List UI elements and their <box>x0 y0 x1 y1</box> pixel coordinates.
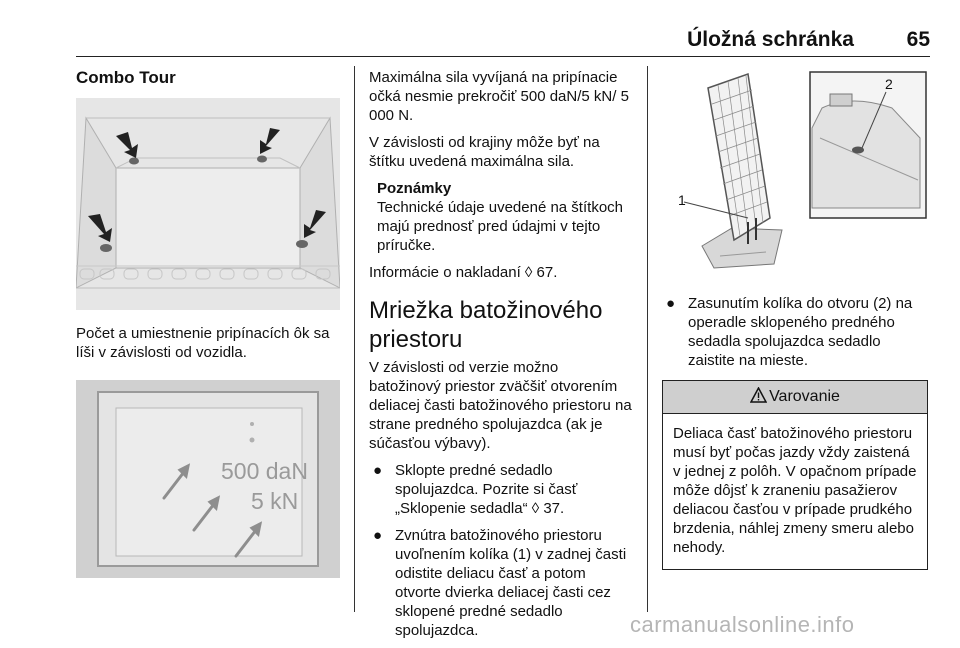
figure-caption: Počet a umiestnenie pripínacích ôk sa líši v závislosti od vozidla. <box>76 325 330 361</box>
partition-grille-illustration <box>662 68 928 280</box>
bullet-icon: ● <box>373 527 383 544</box>
callout-1: 1 <box>678 192 686 208</box>
paragraph-version: V závislosti od verzie možno batožinový priestor zväčšiť otvorením deliacej časti batožinového priestoru na strane predného spolujazdca (ak je súčasťou výbavy). <box>369 359 632 452</box>
page-header <box>76 26 930 57</box>
bullet-icon: ● <box>666 295 676 312</box>
loading-info-link[interactable]: Informácie o nakladaní ◊ 67. <box>369 264 558 281</box>
list-item <box>662 294 928 370</box>
header-title: Úložná schránka <box>687 28 854 51</box>
load-rating-label: 500 daN <box>221 458 308 484</box>
warning-box <box>662 380 928 570</box>
warning-icon <box>750 387 767 409</box>
column-divider-2 <box>647 66 648 612</box>
bullet-text: Sklopte predné sedadlo spolujazdca. Pozrite si časť „Sklopenie sedadla“ ◊ 37. <box>395 462 578 517</box>
warning-title: Varovanie <box>769 388 840 405</box>
figure-cargo-floor-anchors <box>76 98 340 310</box>
warning-text: Deliaca časť batožinového priestoru musí byť počas jazdy vždy zaistená v jednej z polôh. V opačnom prípade môže dôjsť k zraneniu pasažierov deliacou časťou v prípade prudkého brzdenia, náhlej zmeny smeru alebo nehody. <box>673 425 917 556</box>
column-divider-1 <box>354 66 355 612</box>
column-3 <box>662 68 928 570</box>
section-title-combo-tour: Combo Tour <box>76 68 176 87</box>
paragraph-country-label: V závislosti od krajiny môže byť na štítku uvedená maximálna sila. <box>369 134 600 170</box>
list-item <box>369 526 633 640</box>
note-box <box>377 179 633 255</box>
force-rating-label: 5 kN <box>251 488 299 514</box>
bullet-text: Zasunutím kolíka do otvoru (2) na operadle sklopeného predného sedadla spolujazdca sedadlo zaistite na mieste. <box>688 295 913 369</box>
paragraph-max-force: Maximálna sila vyvíjaná na pripínacie očká nesmie prekročiť 500 daN/5 kN/ 5 000 N. <box>369 69 629 124</box>
cargo-floor-illustration <box>76 98 340 310</box>
page-number: 65 <box>906 28 930 51</box>
note-text: Technické údaje uvedené na štítkoch majú prednosť pred údajmi v tejto príručke. <box>377 199 623 254</box>
bullet-text: Zvnútra batožinového priestoru uvoľnením kolíka (1) v zadnej časti odistite deliacu časť a potom otvorte dvierka deliacej časti cez sklopené predné sedadlo spolujazdca. <box>395 527 627 639</box>
heading-cargo-net: Mriežka batožinového priestoru <box>369 297 603 353</box>
watermark: carmanualsonline.info <box>630 612 855 637</box>
bullet-icon: ● <box>373 462 383 479</box>
figure-partition-grille <box>662 68 928 280</box>
list-item <box>369 461 633 518</box>
warning-header <box>663 381 927 414</box>
callout-2: 2 <box>885 76 893 92</box>
figure-anchor-label <box>76 380 340 578</box>
note-title: Poznámky <box>377 180 452 197</box>
column-2 <box>369 68 633 648</box>
column-1 <box>76 68 340 578</box>
